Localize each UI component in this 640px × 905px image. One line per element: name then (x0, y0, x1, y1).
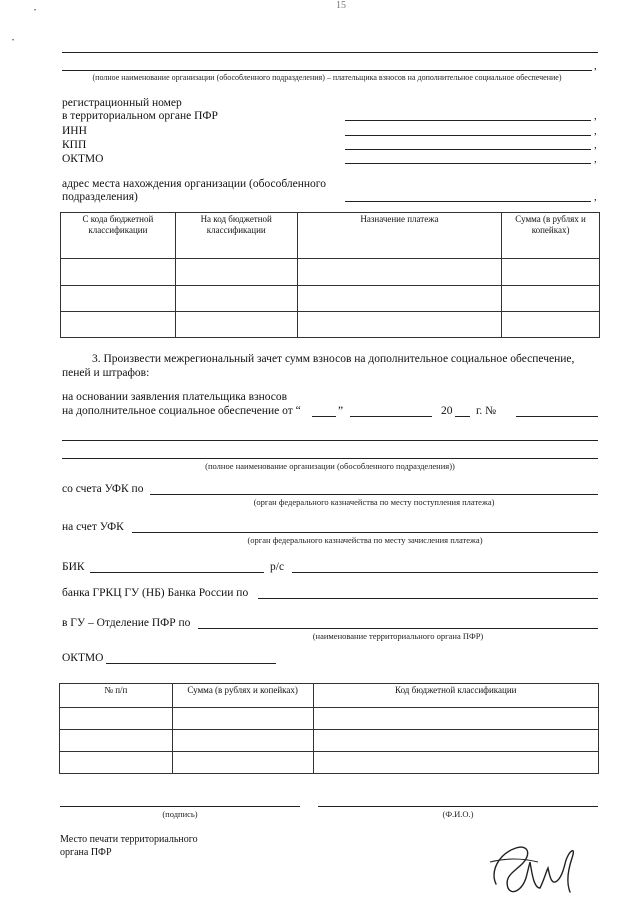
from-ufk-caption: (орган федерального казначейства по месту поступления платежа) (253, 497, 495, 507)
basis-label: на основании заявления плательщика взносов (62, 391, 288, 403)
kpp-label: КПП (62, 139, 87, 151)
table-cell[interactable] (61, 286, 176, 312)
table-cell[interactable] (313, 752, 599, 774)
inn-field[interactable] (345, 135, 591, 136)
bik-field[interactable] (90, 572, 264, 573)
table-row (61, 312, 600, 338)
table-cell[interactable] (502, 286, 600, 312)
from-ufk-label: со счета УФК по (62, 483, 144, 495)
table-header-row (61, 213, 600, 259)
oktmo-field[interactable] (345, 163, 591, 164)
table-cell[interactable] (60, 708, 173, 730)
signature-caption: (подпись) (162, 809, 198, 819)
table-cell[interactable] (297, 259, 502, 286)
fio-caption: (Ф.И.О.) (442, 809, 474, 819)
table-row (60, 730, 599, 752)
oktmo-field[interactable] (106, 663, 276, 664)
basis-year-label: 20 (441, 405, 453, 417)
comma: , (594, 110, 597, 122)
basis-month-field[interactable] (350, 416, 432, 417)
gu-caption: (наименование территориального органа ПФР) (312, 631, 484, 641)
basis-year-field[interactable] (455, 416, 470, 417)
table-cell[interactable] (172, 708, 313, 730)
inn-label: ИНН (62, 125, 87, 137)
table-cell[interactable] (175, 259, 297, 286)
comma: , (594, 191, 597, 203)
reg-number-label-2: в территориальном органе ПФР (62, 110, 218, 122)
basis-number-label: г. № (476, 405, 497, 417)
col-purpose: Назначение платежа (297, 213, 502, 259)
table-cell[interactable] (60, 730, 173, 752)
table-cell[interactable] (172, 730, 313, 752)
col-from-kbk: С кода бюджетной классификации (61, 213, 176, 259)
rs-label: р/с (270, 561, 285, 573)
basis-day-field[interactable] (312, 416, 336, 417)
oktmo-label: ОКТМО (62, 652, 104, 664)
handwritten-signature (486, 832, 582, 898)
table-cell[interactable] (60, 752, 173, 774)
org-name-caption: (полное наименование организации (обособленного подразделения) – плательщика взносов на дополнительное социальное обеспечение) (92, 73, 562, 82)
payment-table (59, 683, 599, 774)
table-cell[interactable] (175, 312, 297, 338)
table-row (61, 259, 600, 286)
table-cell[interactable] (172, 752, 313, 774)
gu-field[interactable] (198, 628, 598, 629)
table-cell[interactable] (61, 312, 176, 338)
section-3-paragraph-2: пеней и штрафов: (62, 367, 150, 379)
table-cell[interactable] (502, 312, 600, 338)
org-name-line-1[interactable] (62, 52, 598, 53)
basis-number-field[interactable] (516, 416, 598, 417)
org-name-caption: (полное наименование организации (обособленного подразделения)) (205, 461, 455, 471)
from-ufk-field[interactable] (150, 494, 598, 495)
table-cell[interactable] (502, 259, 600, 286)
table-cell[interactable] (313, 708, 599, 730)
comma: , (594, 125, 597, 137)
scan-dot: • (34, 8, 37, 14)
address-label-2: подразделения) (62, 191, 138, 203)
address-label: адрес места нахождения организации (обособленного (62, 178, 326, 190)
to-ufk-caption: (орган федерального казначейства по месту зачисления платежа) (247, 535, 483, 545)
stamp-label-2: органа ПФР (60, 847, 112, 858)
signature-field[interactable] (60, 806, 300, 807)
fio-field[interactable] (318, 806, 598, 807)
signature-underline (490, 859, 538, 862)
address-field[interactable] (345, 201, 591, 202)
to-ufk-label: на счет УФК (62, 521, 124, 533)
quote-close: ” (338, 405, 344, 417)
comma: , (594, 60, 597, 72)
table-row (60, 752, 599, 774)
comma: , (594, 139, 597, 151)
reg-number-label: регистрационный номер (62, 97, 182, 109)
gu-label: в ГУ – Отделение ПФР по (62, 617, 191, 629)
signature-stroke (494, 847, 573, 892)
org-name-line-2[interactable] (62, 70, 592, 71)
section-3-paragraph: 3. Произвести межрегиональный зачет сумм взносов на дополнительное социальное обеспечение, (92, 353, 575, 365)
table-row (60, 708, 599, 730)
table-cell[interactable] (313, 730, 599, 752)
org-name-line-1[interactable] (62, 440, 598, 441)
to-ufk-field[interactable] (132, 532, 598, 533)
scan-dot: • (12, 38, 15, 44)
reg-number-field[interactable] (345, 120, 591, 121)
table-cell[interactable] (297, 286, 502, 312)
comma: , (594, 153, 597, 165)
table-cell[interactable] (61, 259, 176, 286)
col-amount: Сумма (в рублях и копейках) (172, 684, 313, 708)
table-cell[interactable] (175, 286, 297, 312)
rs-field[interactable] (292, 572, 598, 573)
basis-label-2: на дополнительное социальное обеспечение от “ (62, 405, 301, 417)
table-cell[interactable] (297, 312, 502, 338)
col-amount: Сумма (в рублях и копейках) (502, 213, 600, 259)
col-kbk: Код бюджетной классификации (313, 684, 599, 708)
table-row (61, 286, 600, 312)
kpp-field[interactable] (345, 149, 591, 150)
table-header-row (60, 684, 599, 708)
oktmo-label: ОКТМО (62, 153, 104, 165)
page-number: 15 (336, 0, 346, 11)
col-to-kbk: На код бюджетной классификации (175, 213, 297, 259)
col-number: № п/п (60, 684, 173, 708)
bank-field[interactable] (258, 598, 598, 599)
budget-codes-table (60, 212, 600, 338)
bik-label: БИК (62, 561, 85, 573)
stamp-label: Место печати территориального (60, 834, 198, 845)
bank-label: банка ГРКЦ ГУ (НБ) Банка России по (62, 587, 249, 599)
org-name-line-2[interactable] (62, 458, 598, 459)
